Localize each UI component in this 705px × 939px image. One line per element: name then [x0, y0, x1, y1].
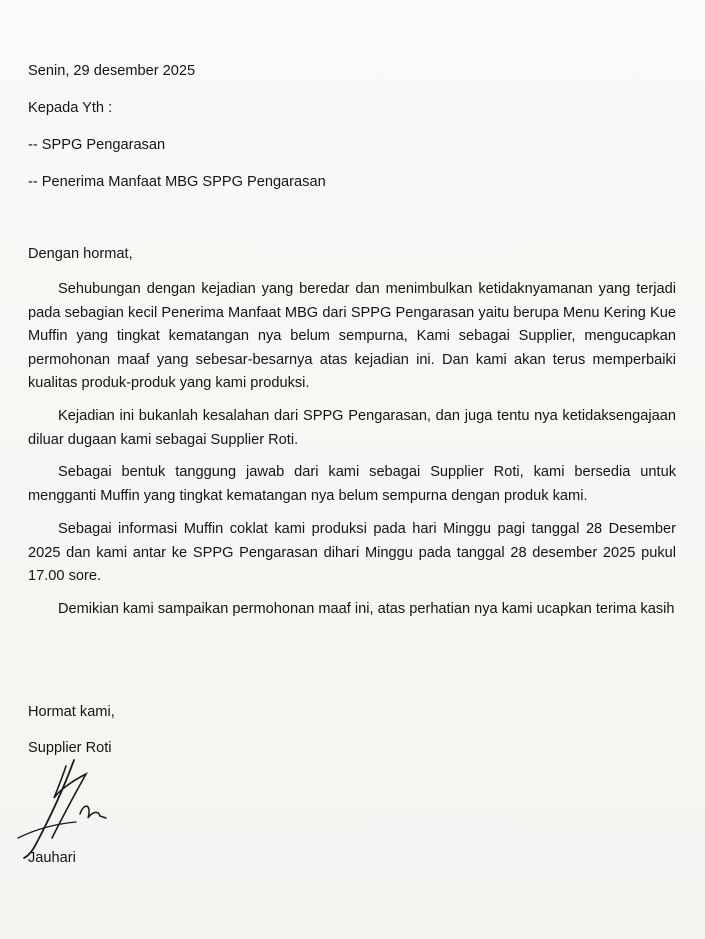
recipient-label: Kepada Yth : — [28, 100, 113, 116]
recipient-item: -- Penerima Manfaat MBG SPPG Pengarasan — [28, 174, 326, 190]
signatory-name: Jauhari — [28, 850, 76, 866]
letter-date: Senin, 29 desember 2025 — [28, 63, 196, 79]
letter-paragraph: Sebagai informasi Muffin coklat kami produksi pada hari Minggu pagi tanggal 28 Desember 2025 dan kami antar ke SPPG Pengarasan dihari Minggu pada tanggal 28 desember 2025 pukul 17.00 sore. — [28, 521, 676, 584]
letter-greeting: Dengan hormat, — [28, 246, 133, 262]
signature-mark — [14, 752, 124, 862]
recipient-item: -- SPPG Pengarasan — [28, 137, 166, 153]
letter-paragraph: Demikian kami sampaikan permohonan maaf ini, atas perhatian nya kami ucapkan terima kasih — [58, 601, 675, 617]
letter-paragraph: Kejadian ini bukanlah kesalahan dari SPPG Pengarasan, dan juga tentu nya ketidaksengajaan diluar dugaan kami sebagai Supplier Roti. — [28, 408, 676, 448]
letter-closing: Hormat kami, — [28, 704, 115, 720]
letter-paragraph: Sehubungan dengan kejadian yang beredar dan menimbulkan ketidaknyamanan yang terjadi pada sebagian kecil Penerima Manfaat MBG dari SPPG Pengarasan yaitu berupa Menu Kering Kue Muffin yang tingkat kematangan nya belum sempurna, Kami sebagai Supplier, mengucapkan permohonan maaf yang sebesar-besarnya atas kejadian ini. Dan kami akan terus memperbaiki kualitas produk-produk yang kami produksi. — [28, 281, 676, 391]
sender-role: Supplier Roti — [28, 740, 112, 756]
letter-paragraph: Sebagai bentuk tanggung jawab dari kami sebagai Supplier Roti, kami bersedia untuk mengganti Muffin yang tingkat kematangan nya belum sempurna dengan produk kami. — [28, 464, 676, 504]
